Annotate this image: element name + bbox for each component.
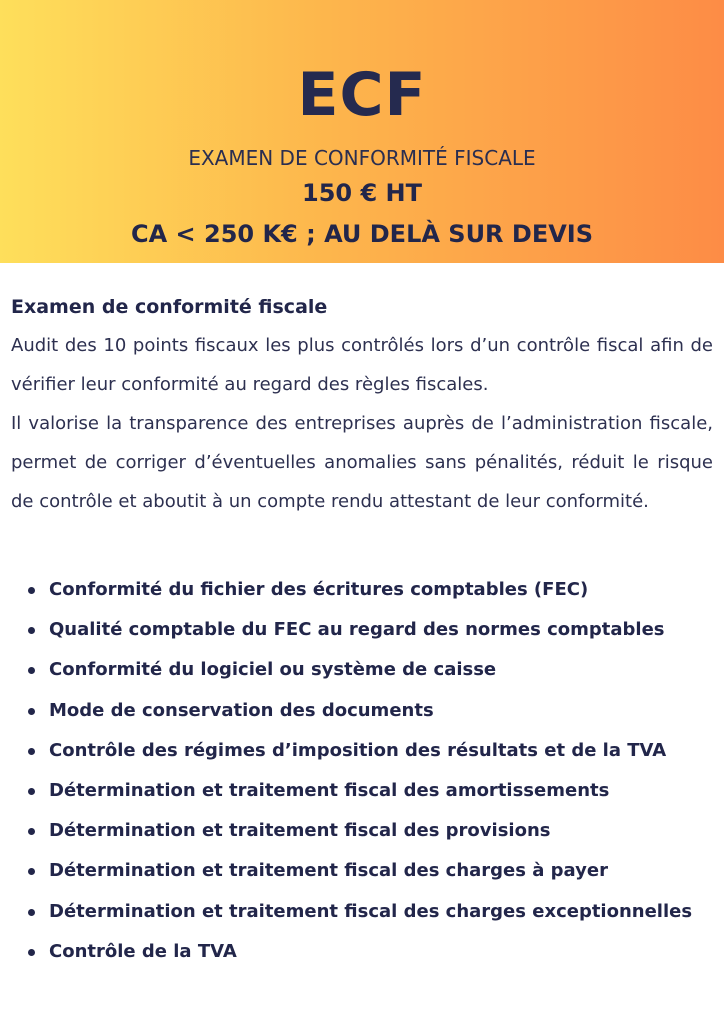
list-item-text: Détermination et traitement fiscal des charges exceptionnelles xyxy=(49,900,693,922)
control-points-list xyxy=(28,570,718,972)
bullet-icon xyxy=(28,708,35,715)
list-item xyxy=(28,892,718,932)
bullet-icon xyxy=(28,587,35,594)
list-item-text: Détermination et traitement fiscal des charges à payer xyxy=(49,860,608,882)
benefits-paragraph: Il valorise la transparence des entreprises auprès de l’administration fiscale, permet de corriger d’éventuelles anomalies sans pénalités, réduit le risque de contrôle et aboutit à un compte rendu attestant de leur conformité. xyxy=(11,413,713,512)
bullet-icon xyxy=(28,909,35,916)
list-item-text: Conformité du logiciel ou système de caisse xyxy=(49,659,497,681)
bullet-icon xyxy=(28,627,35,634)
list-item xyxy=(28,570,718,610)
bullet-icon xyxy=(28,828,35,835)
list-item-text: Qualité comptable du FEC au regard des normes comptables xyxy=(49,619,665,641)
list-item-text: Conformité du fichier des écritures comptables (FEC) xyxy=(49,579,589,600)
list-item xyxy=(28,771,718,811)
list-item xyxy=(28,731,718,771)
list-item xyxy=(28,932,718,972)
list-item-text: Contrôle des régimes d’imposition des résultats et de la TVA xyxy=(49,739,667,761)
section-heading: Examen de conformité fiscale xyxy=(11,296,328,318)
bullet-icon xyxy=(28,868,35,875)
list-item xyxy=(28,610,718,650)
page-title: ECF xyxy=(297,60,427,130)
bullet-icon xyxy=(28,667,35,674)
list-item-text: Mode de conservation des documents xyxy=(49,699,434,721)
list-item xyxy=(28,811,718,851)
list-item-text: Détermination et traitement fiscal des amortissements xyxy=(49,780,610,802)
list-item xyxy=(28,691,718,731)
list-item-text: Détermination et traitement fiscal des provisions xyxy=(49,820,551,842)
bullet-icon xyxy=(28,748,35,755)
header-banner xyxy=(0,0,724,263)
bullet-icon xyxy=(28,949,35,956)
bullet-icon xyxy=(28,788,35,795)
description-section xyxy=(11,292,713,521)
intro-paragraph: Audit des 10 points fiscaux les plus contrôlés lors d’un contrôle fiscal afin de vérifier leur conformité au regard des règles fiscales. xyxy=(11,335,713,395)
list-item xyxy=(28,851,718,891)
subtitle: EXAMEN DE CONFORMITÉ FISCALE xyxy=(188,146,536,170)
price: 150 € HT xyxy=(302,179,422,207)
list-item-text: Contrôle de la TVA xyxy=(49,940,237,962)
price-condition: CA < 250 K€ ; AU DELÀ SUR DEVIS xyxy=(131,220,593,248)
list-item xyxy=(28,650,718,690)
